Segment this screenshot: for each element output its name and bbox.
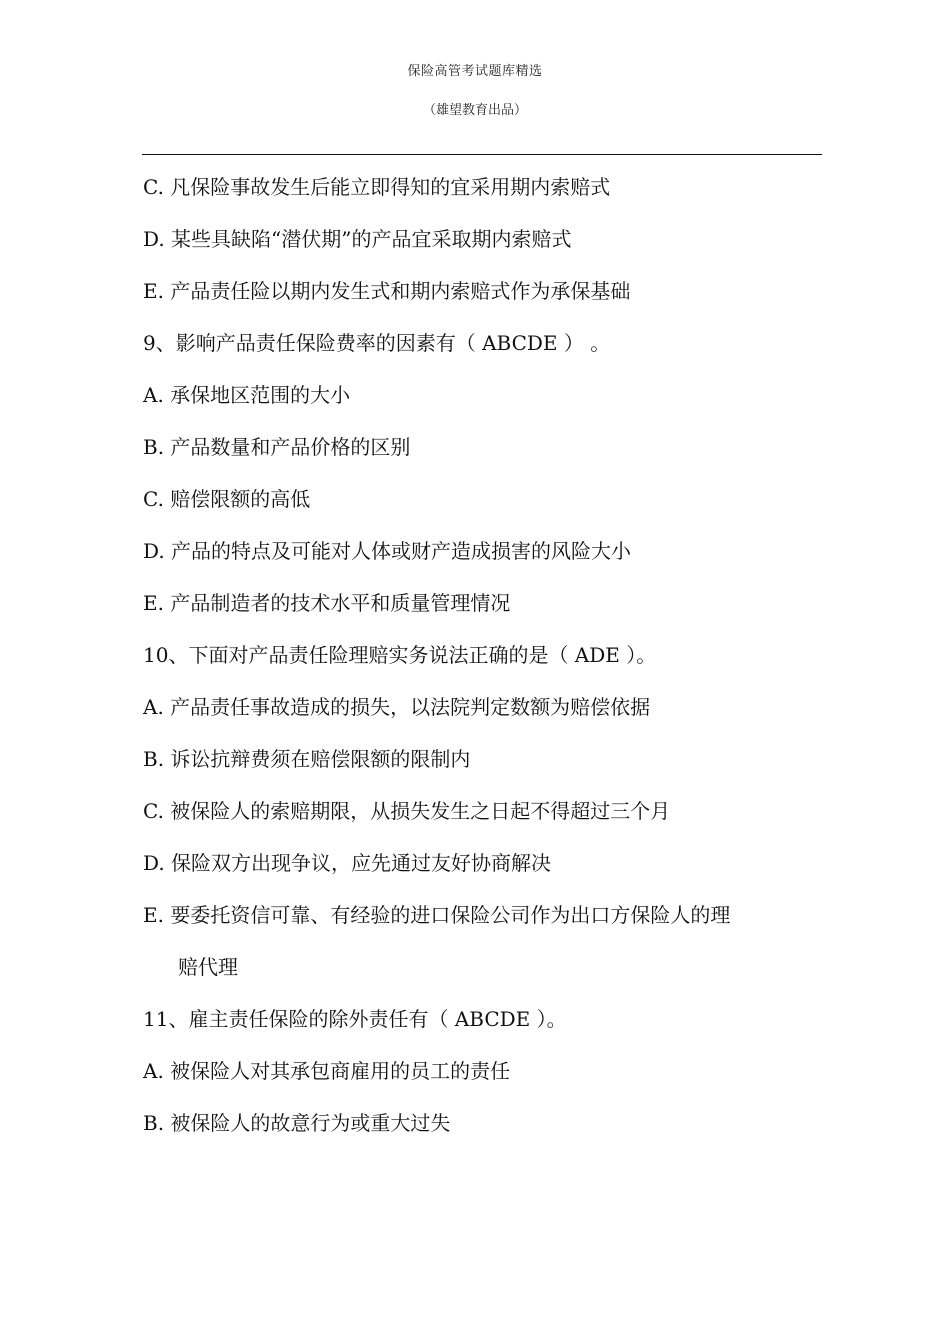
question-line: 11、雇主责任保险的除外责任有（ ABCDE ）。 [143,1007,567,1031]
option-line: D. 产品的特点及可能对人体或财产造成损害的风险大小 [143,539,632,563]
option-line: C. 赔偿限额的高低 [143,487,311,511]
option-line: C. 凡保险事故发生后能立即得知的宜采用期内索赔式 [143,175,611,199]
question-line: 9、影响产品责任保险费率的因素有（ ABCDE ） 。 [143,331,611,355]
header-divider [142,154,822,155]
option-line-continuation: 赔代理 [178,955,238,979]
header-subtitle: （雄望教育出品） [422,103,527,118]
option-line: A. 被保险人对其承包商雇用的员工的责任 [143,1059,511,1083]
option-line: E. 产品责任险以期内发生式和期内索赔式作为承保基础 [143,279,631,303]
option-line: B. 产品数量和产品价格的区别 [143,435,411,459]
option-line: B. 被保险人的故意行为或重大过失 [143,1111,451,1135]
header-title: 保险高管考试题库精选 [407,64,543,79]
option-line: A. 承保地区范围的大小 [143,383,351,407]
option-line: E. 要委托资信可靠、有经验的进口保险公司作为出口方保险人的理 [143,903,731,927]
option-line: B. 诉讼抗辩费须在赔偿限额的限制内 [143,747,471,771]
question-line: 10、下面对产品责任险理赔实务说法正确的是（ ADE ）。 [143,643,657,667]
option-line: A. 产品责任事故造成的损失，以法院判定数额为赔偿依据 [143,695,651,719]
option-line: E. 产品制造者的技术水平和质量管理情况 [143,591,511,615]
option-line: D. 某些具缺陷“潜伏期”的产品宜采取期内索赔式 [143,227,572,251]
option-line: C. 被保险人的索赔期限，从损失发生之日起不得超过三个月 [143,799,671,823]
question-content [143,170,823,1158]
option-line: D. 保险双方出现争议，应先通过友好协商解决 [143,851,552,875]
